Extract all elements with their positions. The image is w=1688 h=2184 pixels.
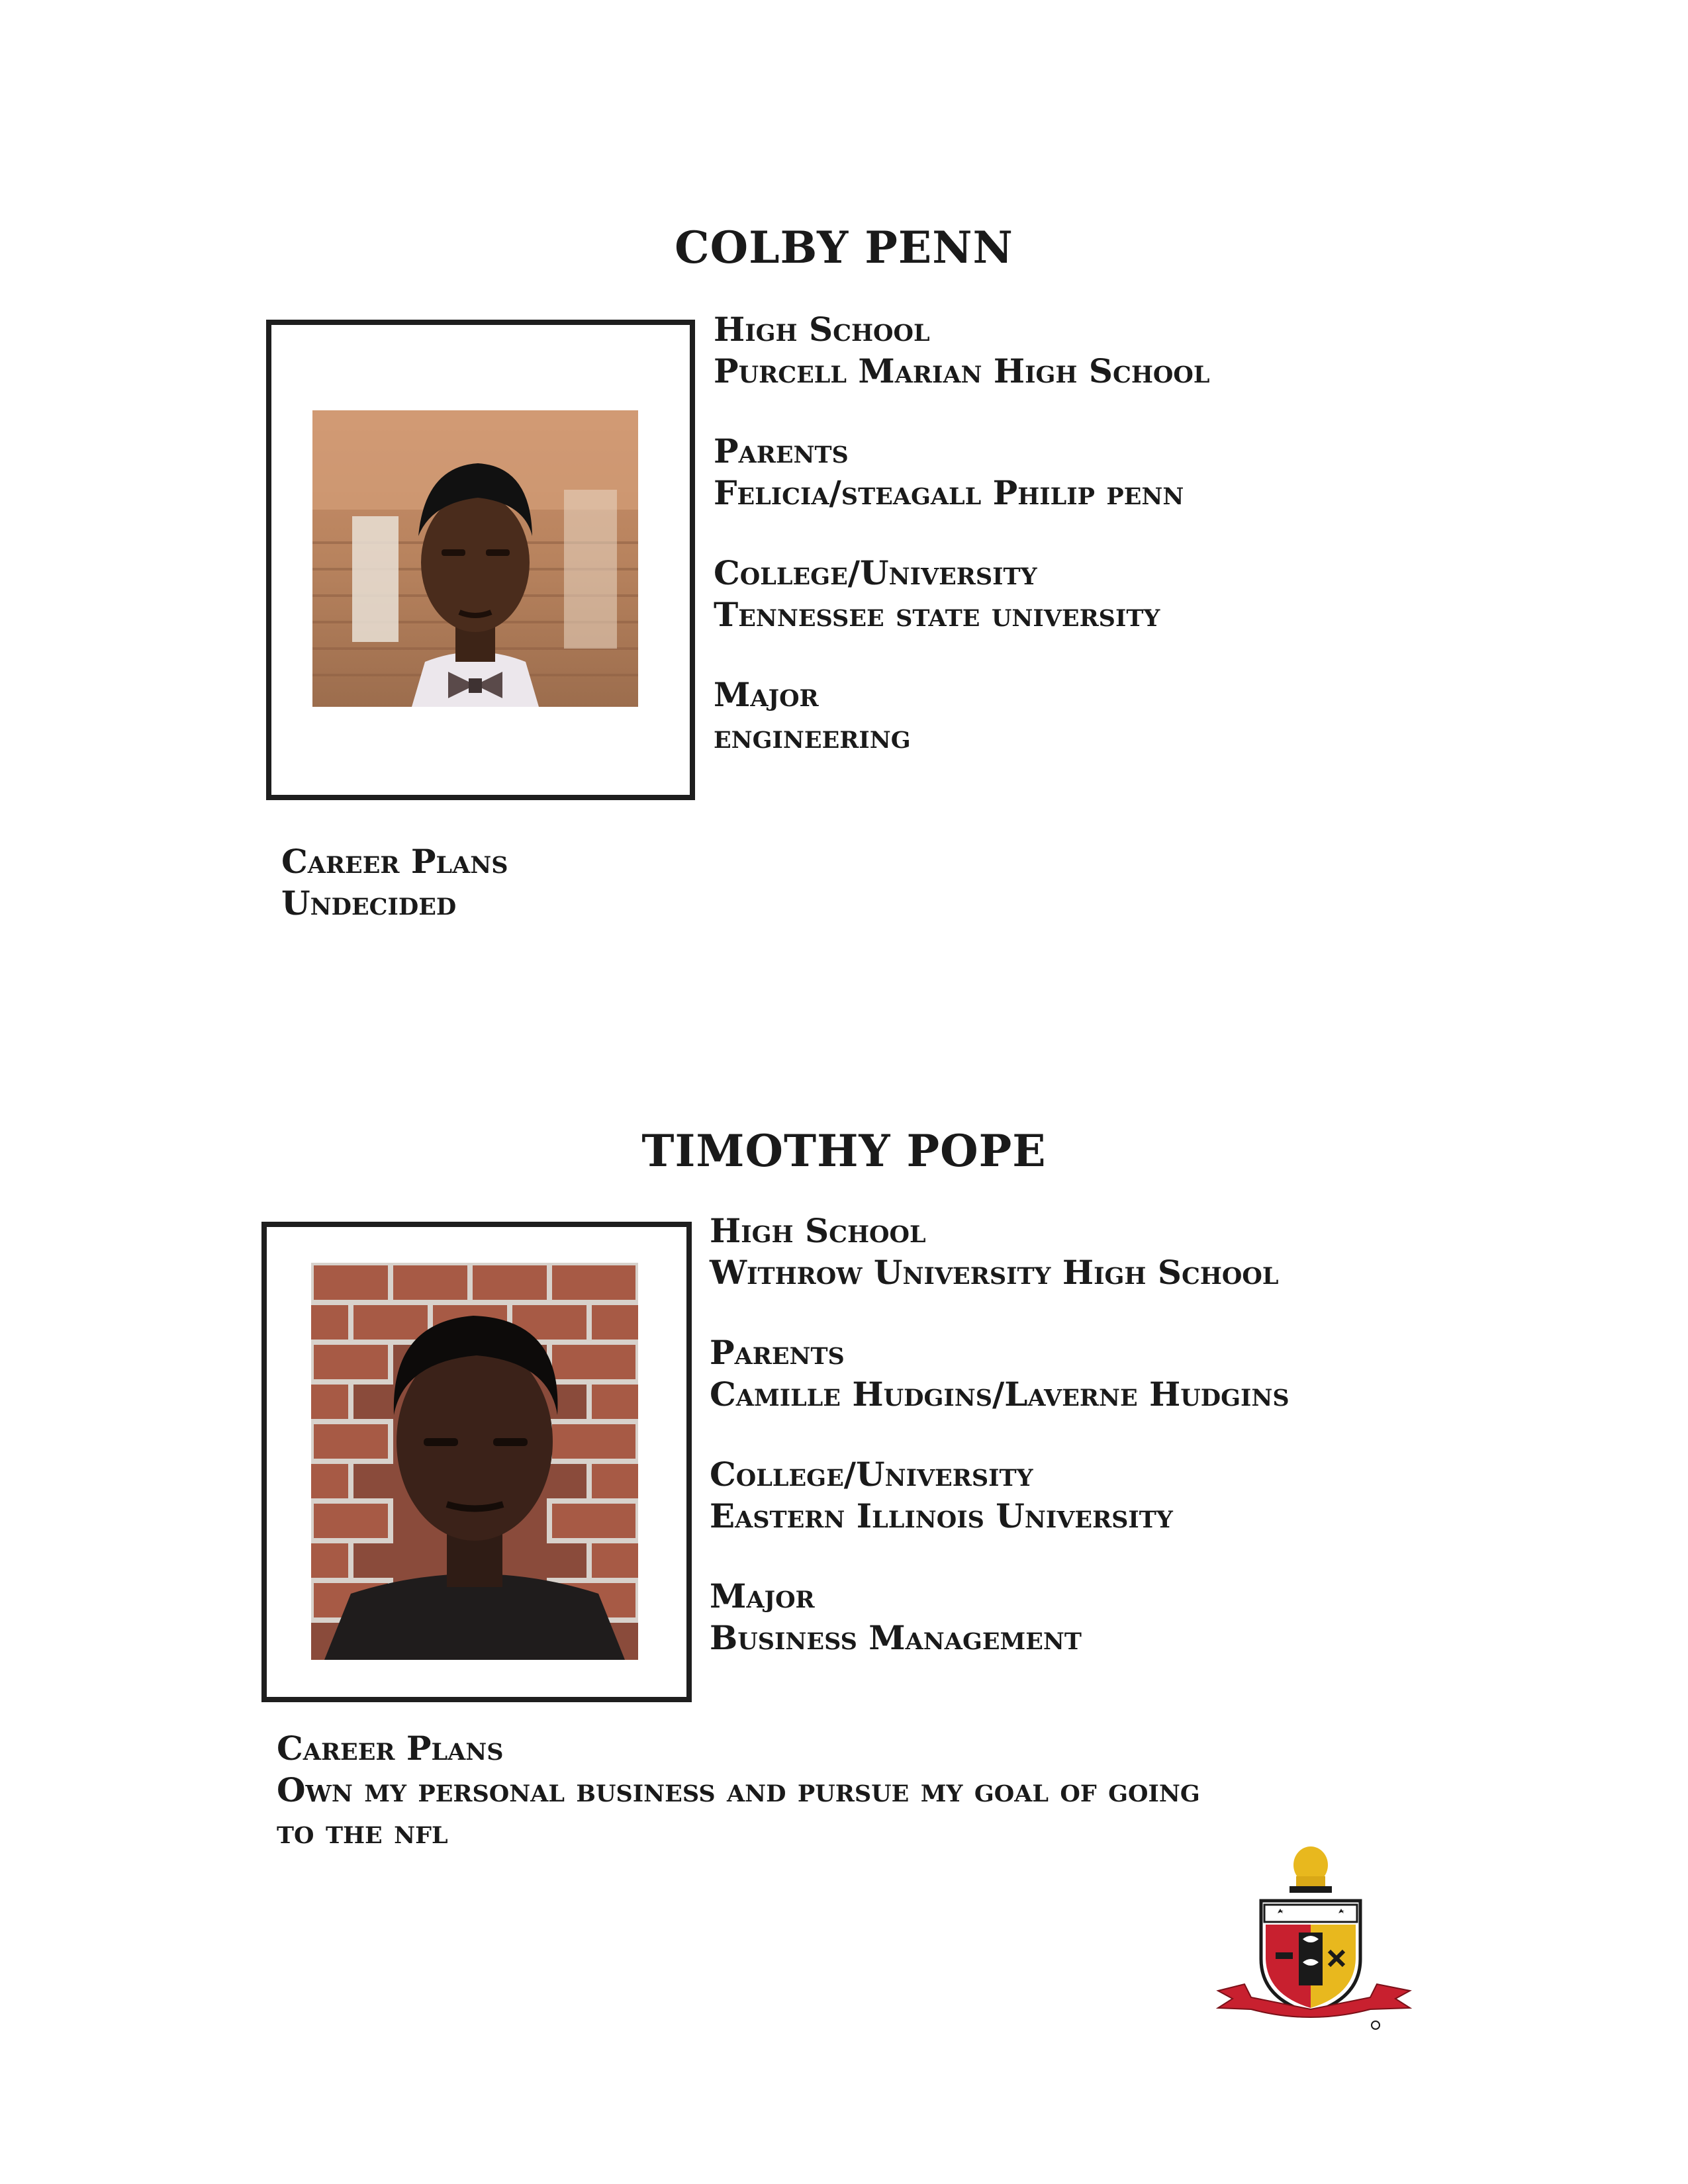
- major-field: [714, 674, 1209, 757]
- high-school-value: Purcell Marian High School: [714, 351, 1210, 390]
- college-label: College/University: [710, 1455, 1033, 1494]
- major-label: Major: [714, 675, 819, 714]
- career-value: Undecided: [281, 884, 457, 923]
- parents-field: [710, 1332, 1289, 1415]
- parents-value: Camille Hudgins/Laverne Hudgins: [710, 1375, 1289, 1414]
- career-label: Career Plans: [281, 842, 508, 881]
- college-value: Tennessee state university: [714, 595, 1160, 634]
- high-school-label: High School: [710, 1211, 926, 1250]
- parents-label: Parents: [714, 432, 849, 471]
- high-school-label: High School: [714, 310, 930, 349]
- high-school-field: [710, 1210, 1289, 1293]
- parents-label: Parents: [710, 1333, 845, 1372]
- career-plans: [281, 841, 508, 924]
- fraternity-crest-logo: [1211, 1840, 1417, 2032]
- career-value-continued: to the nfl: [277, 1812, 448, 1851]
- parents-value: Felicia/steagall Philip penn: [714, 473, 1184, 512]
- college-field: [714, 552, 1209, 635]
- career-value: Own my personal business and pursue my goal of going: [277, 1770, 1200, 1809]
- high-school-field: [714, 308, 1209, 392]
- student-details: [714, 308, 1209, 796]
- college-value: Eastern Illinois University: [710, 1496, 1173, 1535]
- major-field: [710, 1575, 1289, 1659]
- college-label: College/University: [714, 553, 1037, 592]
- major-label: Major: [710, 1576, 815, 1615]
- major-value: engineering: [714, 717, 911, 756]
- career-plans: [277, 1727, 1200, 1852]
- high-school-value: Withrow University High School: [710, 1253, 1279, 1292]
- career-label: Career Plans: [277, 1729, 504, 1768]
- student-name: TIMOTHY POPE: [641, 1125, 1047, 1177]
- student-photo: [311, 1263, 638, 1660]
- major-value: Business Management: [710, 1618, 1082, 1657]
- student-details: [710, 1210, 1289, 1697]
- student-name: COLBY PENN: [675, 222, 1013, 273]
- student-photo: [312, 410, 638, 707]
- college-field: [710, 1453, 1289, 1537]
- parents-field: [714, 430, 1209, 514]
